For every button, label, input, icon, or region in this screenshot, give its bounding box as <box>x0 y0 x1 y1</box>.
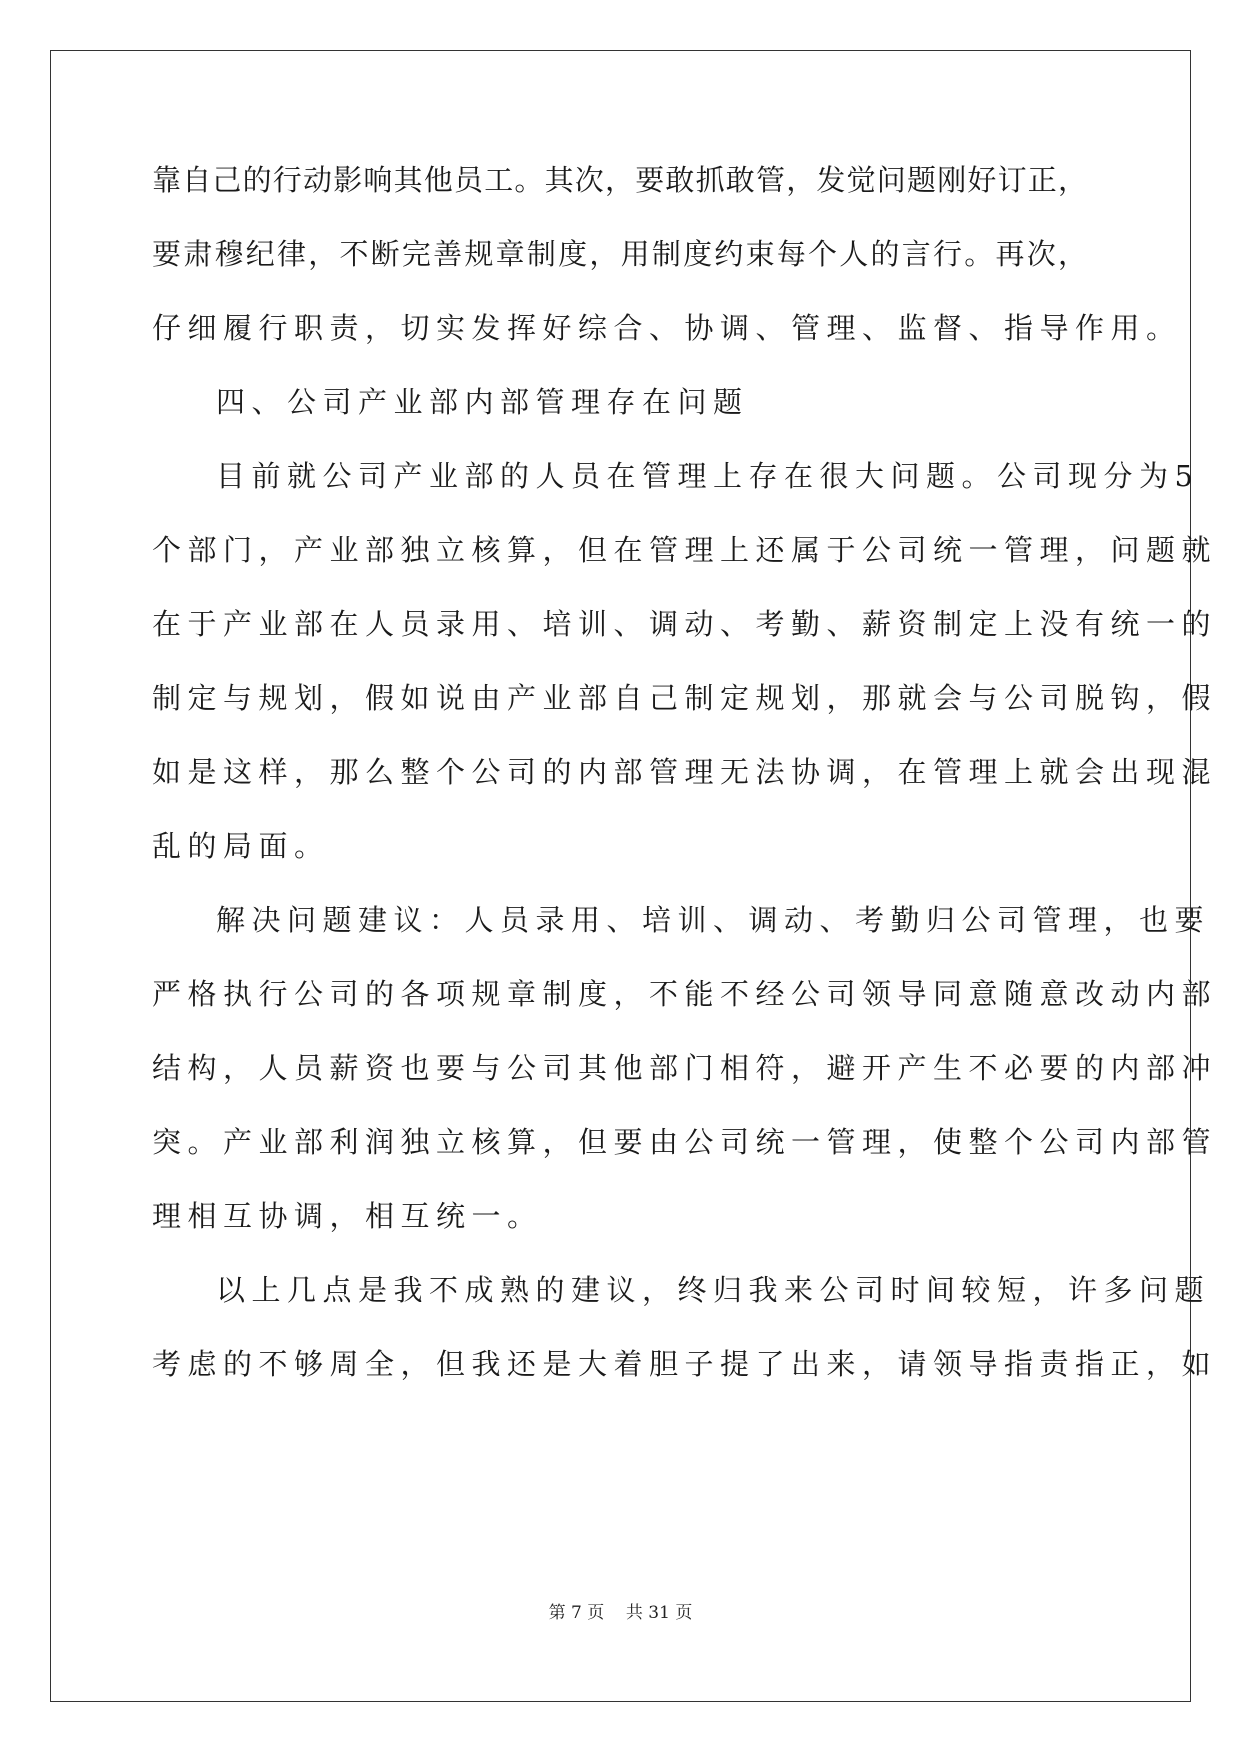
text-line: 以上几点是我不成熟的建议，终归我来公司时间较短，许多问题 <box>216 1273 1211 1307</box>
text-line: 乱的局面。 <box>152 829 330 863</box>
text-line: 严格执行公司的各项规章制度，不能不经公司领导同意随意改动内部 <box>152 977 1218 1011</box>
total-pages: 共 31 页 <box>625 1603 693 1623</box>
text-line: 结构，人员薪资也要与公司其他部门相符，避开产生不必要的内部冲 <box>152 1051 1218 1085</box>
text-line: 目前就公司产业部的人员在管理上存在很大问题。公司现分为5 <box>216 459 1200 493</box>
page-border <box>50 50 1218 1702</box>
text-line: 如是这样，那么整个公司的内部管理无法协调，在管理上就会出现混 <box>152 755 1218 789</box>
page-footer <box>0 1598 1241 1623</box>
page-number: 第 7 页 <box>548 1603 605 1623</box>
text-line: 理相互协调，相互统一。 <box>152 1199 543 1233</box>
text-line: 要肃穆纪律，不断完善规章制度，用制度约束每个人的言行。再次， <box>152 237 1087 271</box>
text-line: 靠自己的行动影响其他员工。其次，要敢抓敢管，发觉问题刚好订正， <box>152 163 1087 197</box>
text-line: 仔细履行职责，切实发挥好综合、协调、管理、监督、指导作用。 <box>152 311 1182 345</box>
text-line: 考虑的不够周全，但我还是大着胆子提了出来，请领导指责指正，如 <box>152 1347 1218 1381</box>
section-heading: 四、公司产业部内部管理存在问题 <box>216 385 749 419</box>
text-line: 解决问题建议：人员录用、培训、调动、考勤归公司管理，也要 <box>216 903 1211 937</box>
text-line: 制定与规划，假如说由产业部自己制定规划，那就会与公司脱钩，假 <box>152 681 1218 715</box>
text-line: 在于产业部在人员录用、培训、调动、考勤、薪资制定上没有统一的 <box>152 607 1218 641</box>
text-line: 突。产业部利润独立核算，但要由公司统一管理，使整个公司内部管 <box>152 1125 1218 1159</box>
text-line: 个部门，产业部独立核算，但在管理上还属于公司统一管理，问题就 <box>152 533 1218 567</box>
